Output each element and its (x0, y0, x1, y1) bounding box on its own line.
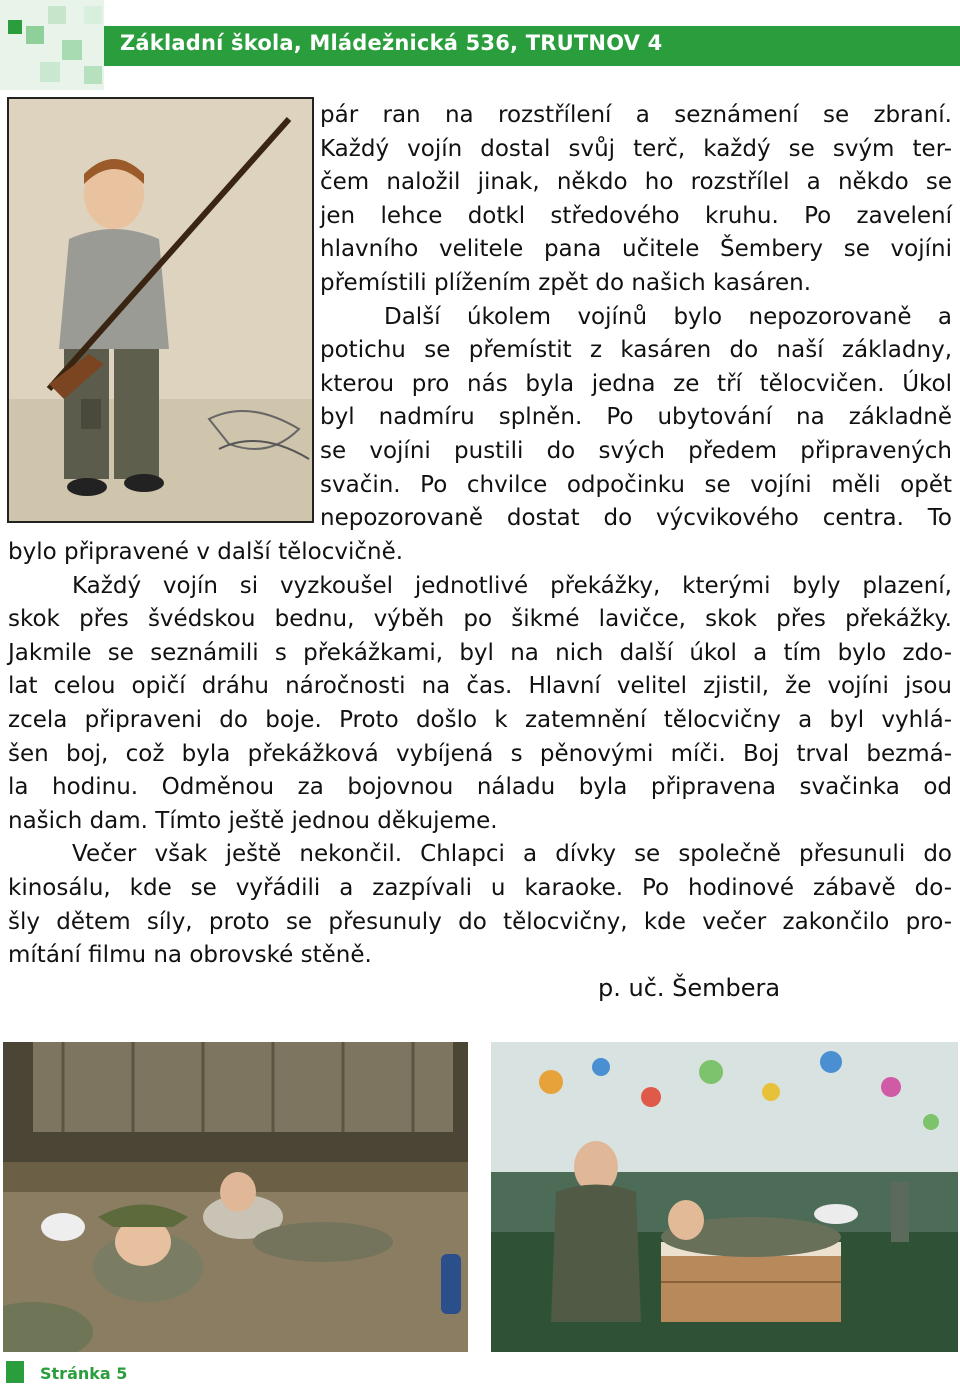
article-line: našich dam. Tímto ještě jednou děkujeme. (8, 807, 498, 834)
article-line: přemístili plížením zpět do našich kasáren. (320, 269, 812, 296)
article-line: byl nadmíru splněn. Po ubytování na základně (320, 404, 952, 431)
article-text-right-column (320, 99, 952, 536)
article-line: svačin. Po chvilce odpočinku se vojíni měli opět (320, 471, 952, 498)
article-line: skok přes švédskou bednu, výběh po šikmé lavičce, skok přes překážky. (8, 606, 952, 633)
article-signature: p. uč. Šembera (598, 974, 781, 1002)
article-line: šen boj, což byla překážková vybíjená s pěnovými míči. Boj trval bezmá- (8, 740, 952, 767)
article-line: kterou pro nás byla jedna ze tří tělocvičen. Úkol (320, 370, 952, 397)
article-line: potichu se přemístit z kasáren do naší základny, (320, 337, 952, 364)
article-line: Večer však ještě nekončil. Chlapci a dívky se společně přesunuli do (72, 841, 952, 868)
photo-boy-with-rifle (7, 97, 314, 523)
photo-boy-vaulting-box (491, 1042, 958, 1352)
article-line: Další úkolem vojínů bylo nepozorovaně a (384, 303, 952, 330)
article-line: mítání filmu na obrovské stěně. (8, 942, 372, 969)
article-line: hlavního velitele pana učitele Šembery se vojíni (320, 236, 952, 263)
article-line: Každý vojín si vyzkoušel jednotlivé překážky, kterými byly plazení, (72, 572, 952, 599)
article-line: čem naložil jinak, někdo ho rozstřílel a někdo se (320, 169, 952, 196)
header-decoration (0, 0, 110, 90)
article-line: šly dětem síly, proto se přesunuly do tělocvičny, kde večer zakončilo pro- (8, 908, 952, 935)
article-line: la hodinu. Odměnou za bojovnou náladu byla připravena svačinka od (8, 774, 952, 801)
article-line: nepozorovaně dostat do výcvikového centra. To (320, 505, 952, 532)
article-line: pár ran na rozstřílení a seznámení se zbraní. (320, 102, 952, 128)
article-text-full-width (8, 536, 952, 973)
footer-square (6, 1361, 24, 1383)
article-line: lat celou opičí dráhu náročnosti na čas. Hlavní velitel zjistil, že vojíni jsou (8, 673, 952, 700)
article-line: Jakmile se seznámili s překážkami, byl na nich další úkol a tím bylo zdo- (8, 639, 952, 666)
page-number: Stránka 5 (40, 1364, 128, 1383)
article-line: kinosálu, kde se vyřádili a zazpívali u karaoke. Po hodinové zábavě do- (8, 874, 952, 901)
article-line: bylo připravené v další tělocvičně. (8, 539, 404, 565)
article-line: Každý vojín dostal svůj terč, každý se svým ter- (320, 135, 952, 162)
header-title: Základní škola, Mládežnická 536, TRUTNOV 4 (120, 31, 663, 55)
article-line: jen lehce dotkl středového kruhu. Po zavelení (320, 202, 952, 229)
article-line: se vojíni pustili do svých předem připravených (320, 437, 952, 464)
photo-children-crawling (3, 1042, 468, 1352)
article-line: zcela připraveni do boje. Proto došlo k zatemnění tělocvičny a byl vyhlá- (8, 706, 952, 733)
